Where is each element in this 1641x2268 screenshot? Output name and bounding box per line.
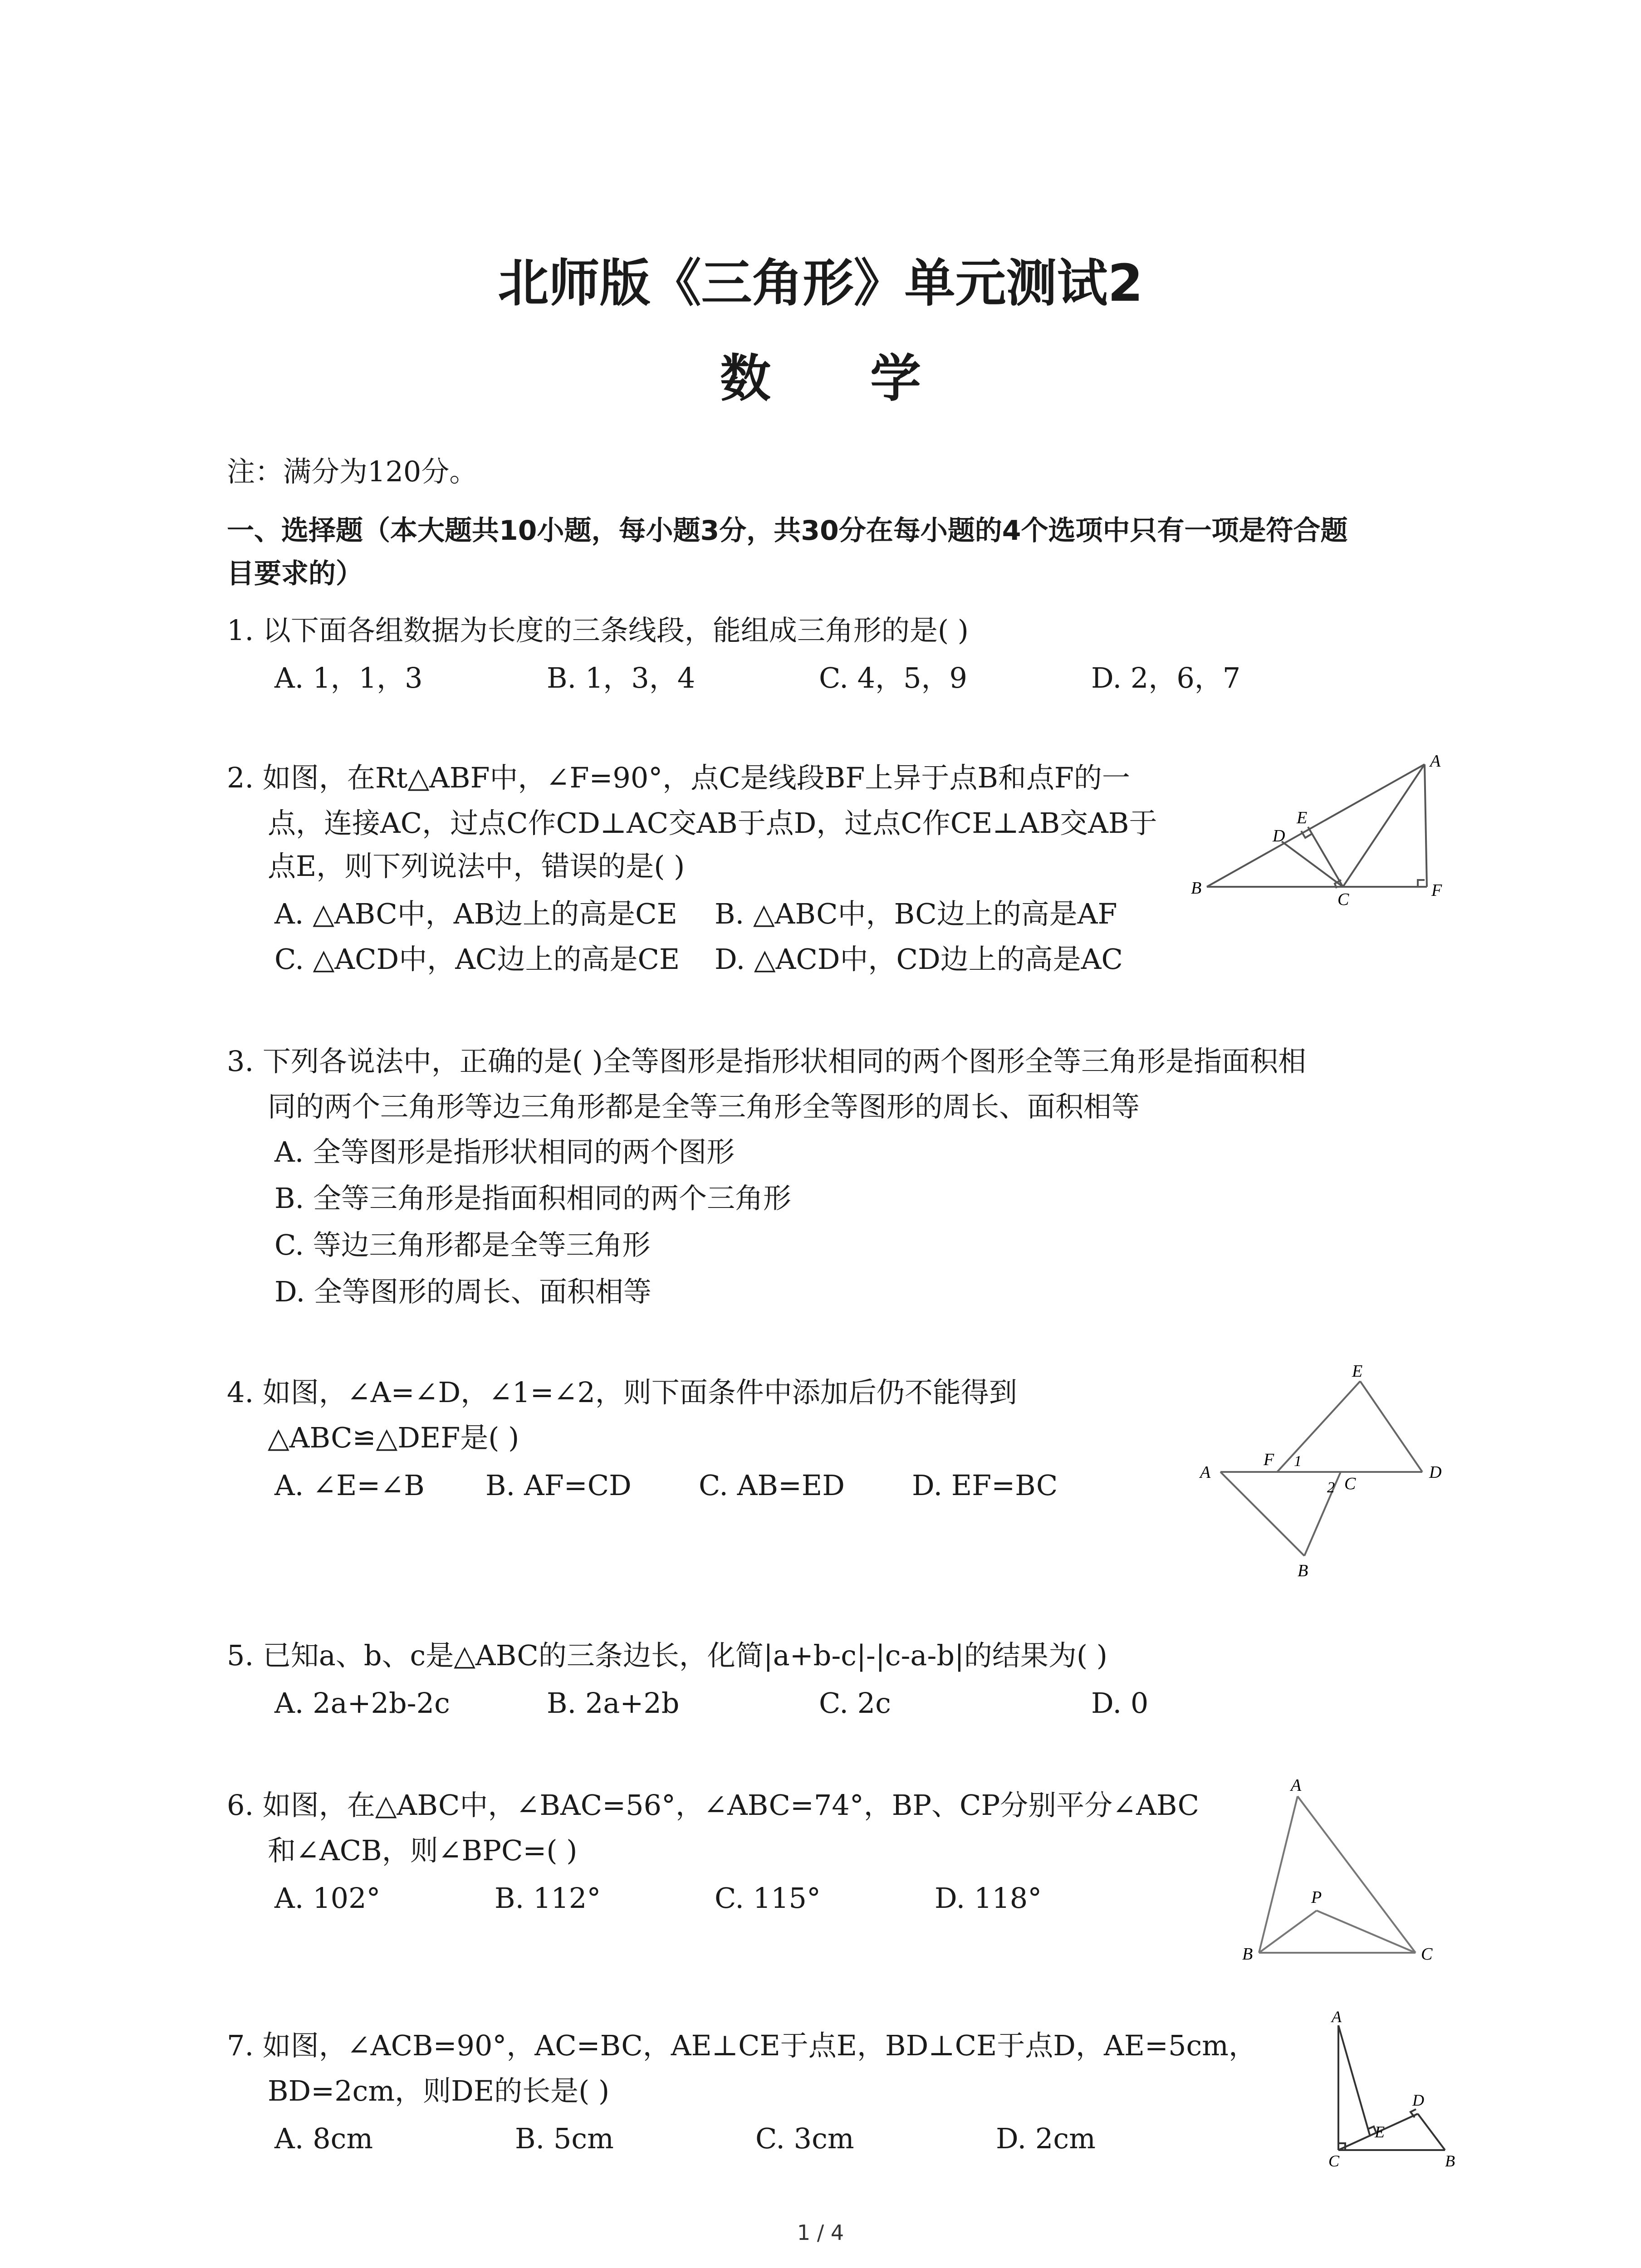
q4-label-2: 2 (1327, 1479, 1335, 1496)
q6-label-p: P (1311, 1888, 1322, 1907)
q2-stem-line2: 点，连接AC，过点C作CD⊥AC交AB于点D，过点C作CE⊥AB交AB于 (268, 807, 1157, 840)
q4-stem-line2: △ABC≌△DEF是( ) (268, 1421, 519, 1454)
q4-label-e: E (1352, 1362, 1363, 1381)
q4-label-d: D (1429, 1463, 1442, 1482)
q7-figure (1307, 2005, 1497, 2177)
q2-figure (1180, 744, 1506, 912)
q3-option-a: A. 全等图形是指形状相同的两个图形 (274, 1135, 735, 1168)
q2-option-d: D. △ACD中，CD边上的高是AC (715, 943, 1123, 976)
q2-label-f: F (1431, 881, 1442, 900)
q4-option-c: C. AB=ED (699, 1469, 845, 1502)
page-number: 1 / 4 (797, 2220, 844, 2245)
q2-label-c: C (1337, 890, 1349, 909)
q2-option-c: C. △ACD中，AC边上的高是CE (274, 943, 680, 976)
q4-label-c: C (1344, 1474, 1356, 1493)
q5-option-a: A. 2a+2b-2c (274, 1686, 450, 1720)
section-heading-line2: 目要求的） (227, 558, 363, 590)
q4-option-a: A. ∠E=∠B (274, 1469, 425, 1502)
q6-label-c: C (1421, 1945, 1433, 1964)
q7-option-a: A. 8cm (274, 2122, 373, 2155)
q2-option-a: A. △ABC中，AB边上的高是CE (274, 897, 677, 930)
q6-stem-line2: 和∠ACB，则∠BPC=( ) (268, 1834, 578, 1867)
q6-figure (1216, 1769, 1470, 1982)
q5-option-b: B. 2a+2b (547, 1686, 680, 1720)
q2-label-d: D (1273, 826, 1285, 846)
q6-label-a: A (1291, 1776, 1302, 1795)
section-heading-line1: 一、选择题（本大题共10小题，每小题3分，共30分在每小题的4个选项中只有一项是符合题 (227, 515, 1348, 547)
q3-option-b: B. 全等三角形是指面积相同的两个三角形 (274, 1182, 791, 1215)
q1-option-d: D. 2，6，7 (1091, 661, 1241, 694)
q4-label-a: A (1200, 1463, 1211, 1482)
q2-option-b: B. △ABC中，BC边上的高是AF (715, 897, 1117, 930)
q4-label-1: 1 (1294, 1453, 1302, 1470)
q7-stem-line2: BD=2cm，则DE的长是( ) (268, 2074, 610, 2107)
q6-option-b: B. 112° (495, 1882, 601, 1915)
q4-label-b: B (1298, 1561, 1308, 1580)
q7-option-c: C. 3cm (755, 2122, 854, 2155)
q7-stem-line1: 7. 如图，∠ACB=90°，AC=BC，AE⊥CE于点E，BD⊥CE于点D，AE=5cm， (227, 2029, 1257, 2062)
q3-option-d: D. 全等图形的周长、面积相等 (274, 1275, 652, 1308)
q6-option-d: D. 118° (935, 1882, 1042, 1915)
q7-option-b: B. 5cm (515, 2122, 614, 2155)
q3-stem-line1: 3. 下列各说法中，正确的是( )全等图形是指形状相同的两个图形全等三角形是指面积相 (227, 1045, 1306, 1078)
q7-option-d: D. 2cm (996, 2122, 1096, 2155)
q7-label-d: D (1412, 2091, 1424, 2109)
q1-option-b: B. 1，3，4 (547, 661, 696, 694)
q1-stem: 1. 以下面各组数据为长度的三条线段，能组成三角形的是( ) (227, 614, 969, 647)
q7-label-a: A (1332, 2008, 1342, 2026)
q5-option-d: D. 0 (1091, 1686, 1149, 1720)
q7-label-e: E (1375, 2123, 1385, 2141)
q4-option-d: D. EF=BC (912, 1469, 1058, 1502)
q6-label-b: B (1242, 1945, 1253, 1964)
q2-label-e: E (1297, 808, 1308, 827)
score-note: 注：满分为120分。 (227, 455, 478, 488)
q2-label-b: B (1191, 879, 1202, 898)
q1-option-c: C. 4，5，9 (819, 661, 967, 694)
q4-figure (1189, 1361, 1470, 1588)
q6-stem-line1: 6. 如图，在△ABC中，∠BAC=56°，∠ABC=74°，BP、CP分别平分∠ABC (227, 1789, 1200, 1822)
subject-heading: 数 学 (720, 349, 962, 408)
q1-option-a: A. 1，1，3 (274, 661, 423, 694)
q5-option-c: C. 2c (819, 1686, 891, 1720)
q6-option-a: A. 102° (274, 1882, 381, 1915)
q4-option-b: B. AF=CD (485, 1469, 632, 1502)
q3-option-c: C. 等边三角形都是全等三角形 (274, 1228, 651, 1261)
q4-stem-line1: 4. 如图，∠A=∠D，∠1=∠2，则下面条件中添加后仍不能得到 (227, 1376, 1017, 1409)
q5-stem: 5. 已知a、b、c是△ABC的三条边长，化简|a+b-c|-|c-a-b|的结果为( ) (227, 1639, 1107, 1672)
q7-label-c: C (1328, 2152, 1340, 2170)
q4-label-f: F (1264, 1450, 1274, 1469)
q3-stem-line2: 同的两个三角形等边三角形都是全等三角形全等图形的周长、面积相等 (268, 1090, 1140, 1123)
page-title: 北师版《三角形》单元测试2 (498, 254, 1143, 313)
q6-option-c: C. 115° (715, 1882, 821, 1915)
q2-stem-line1: 2. 如图，在Rt△ABF中，∠F=90°，点C是线段BF上异于点B和点F的一 (227, 761, 1130, 794)
q7-label-b: B (1445, 2152, 1455, 2170)
q2-label-a: A (1430, 752, 1441, 771)
q2-stem-line3: 点E，则下列说法中，错误的是( ) (268, 850, 685, 883)
